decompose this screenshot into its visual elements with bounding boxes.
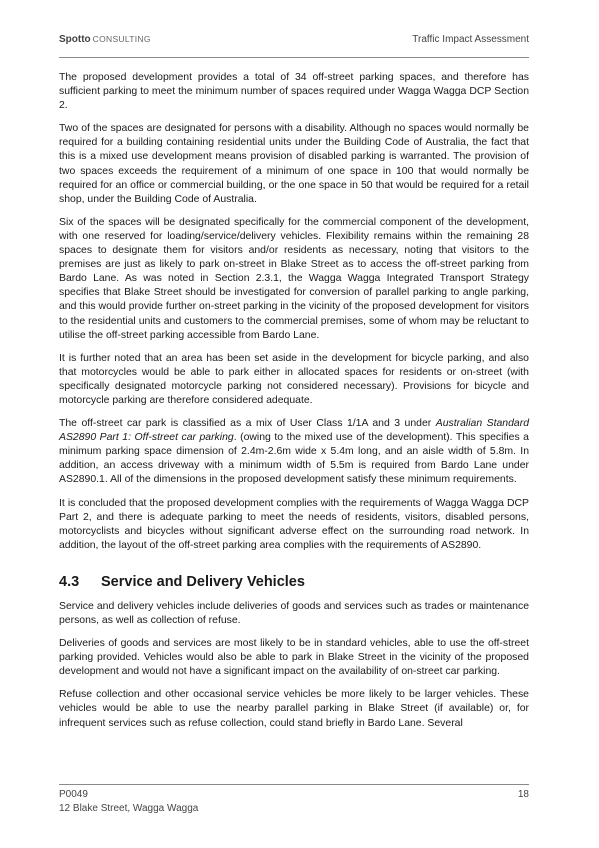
project-address: 12 Blake Street, Wagga Wagga bbox=[59, 802, 199, 814]
brand-name: Spotto bbox=[59, 34, 91, 45]
paragraph: Six of the spaces will be designated specifically for the commercial component of the development, with one reserved for loading/service/delivery vehicles. Flexibility remains within the remaining 28 spaces to designate them for visitors and/or residents as necessary, noting that visitors to the premises are just as likely to park on-street in Blake Street as to access the off-street parking from Bardo Lane. As was noted in Section 2.3.1, the Wagga Wagga Integrated Transport Strategy specifies that Blake Street should be investigated for conversion of parallel parking to angle parking, and this would provide further on-street parking in the vicinity of the proposed development for visitors to the residential units and customers to the commercial premises, some of whom may be reluctant to utilise the off-street parking accessible from Bardo Lane. bbox=[59, 216, 529, 341]
paragraph: Service and delivery vehicles include deliveries of goods and services such as trades or maintenance persons, as well as collection of refuse. bbox=[59, 600, 529, 626]
header-divider bbox=[59, 57, 529, 58]
footer-divider bbox=[59, 784, 529, 785]
document-title: Traffic Impact Assessment bbox=[412, 34, 529, 45]
section-heading bbox=[59, 573, 529, 591]
paragraph: It is concluded that the proposed development complies with the requirements of Wagga Wagga DCP Part 2, and there is adequate parking to meet the needs of residents, visitors, disabled persons, motorcyclists and bicycles without significant adverse effect on the surrounding road network. In addition, the layout of the off-street parking area complies with the requirements of AS2890. bbox=[59, 497, 529, 551]
page-footer bbox=[59, 788, 529, 815]
paragraph: Deliveries of goods and services are most likely to be in standard vehicles, able to use the off-street parking provided. Vehicles would also be able to park in Blake Street in the vicinity of the proposed development and would not have a significant impact on the availability of on-street car parking. bbox=[59, 638, 529, 678]
paragraph: It is further noted that an area has been set aside in the development for bicycle parking, and also that motorcycles would be able to park either in allocated spaces for residents or on-street (with specifically designated motorcycle parking not considered necessary). Provisions for bicycle and motorcycle parking are therefore considered adequate. bbox=[59, 352, 529, 406]
page-number: 18 bbox=[517, 789, 529, 800]
brand-logo bbox=[59, 34, 151, 45]
paragraph: The proposed development provides a total of 34 off-street parking spaces, and therefore has sufficient parking to meet the minimum number of spaces required under Wagga Wagga DCP Section 2. bbox=[59, 72, 529, 112]
page-body bbox=[59, 71, 529, 740]
standard-citation: Australian Standard AS2890 Part 1: Off-street car parking bbox=[59, 418, 529, 444]
paragraph: Two of the spaces are designated for persons with a disability. Although no spaces would normally be required for a building containing residential units under the Building Code of Australia, the fact that this is a mixed use development means provision of disabled parking is warranted. The provision of two spaces exceeds the requirement of a minimum of one space in 100 that would normally be required for an office or commercial building, or the one space in 50 that would be required for a retail shop, under the Building Code of Australia. bbox=[59, 123, 529, 205]
section-number: 4.3 bbox=[59, 573, 80, 590]
paragraph-text: The off-street car park is classified as a mix of User Class 1/1A and 3 under bbox=[59, 418, 436, 430]
paragraph: Refuse collection and other occasional service vehicles be more likely to be larger vehicles. These vehicles would be able to use the nearby parallel parking in Blake Street (if available) or, for infrequent services such as refuse collection, could stand briefly in Bardo Lane. Several bbox=[59, 689, 529, 729]
section-title: Service and Delivery Vehicles bbox=[101, 573, 305, 590]
paragraph bbox=[59, 417, 529, 487]
project-reference: P0049 bbox=[59, 789, 88, 800]
paragraph-text: . (owing to the mixed use of the development). This specifies a minimum parking space dimension of 2.4m-2.6m wide x 5.4m long, and an aisle width of 5.8m. In addition, an access driveway with a minimum width of 5.5m is required from Bardo Lane under AS2890.1. All of the dimensions in the proposed development satisfy these minimum requirements. bbox=[59, 432, 529, 486]
page-header bbox=[59, 34, 529, 50]
brand-subtitle: CONSULTING bbox=[92, 34, 151, 44]
